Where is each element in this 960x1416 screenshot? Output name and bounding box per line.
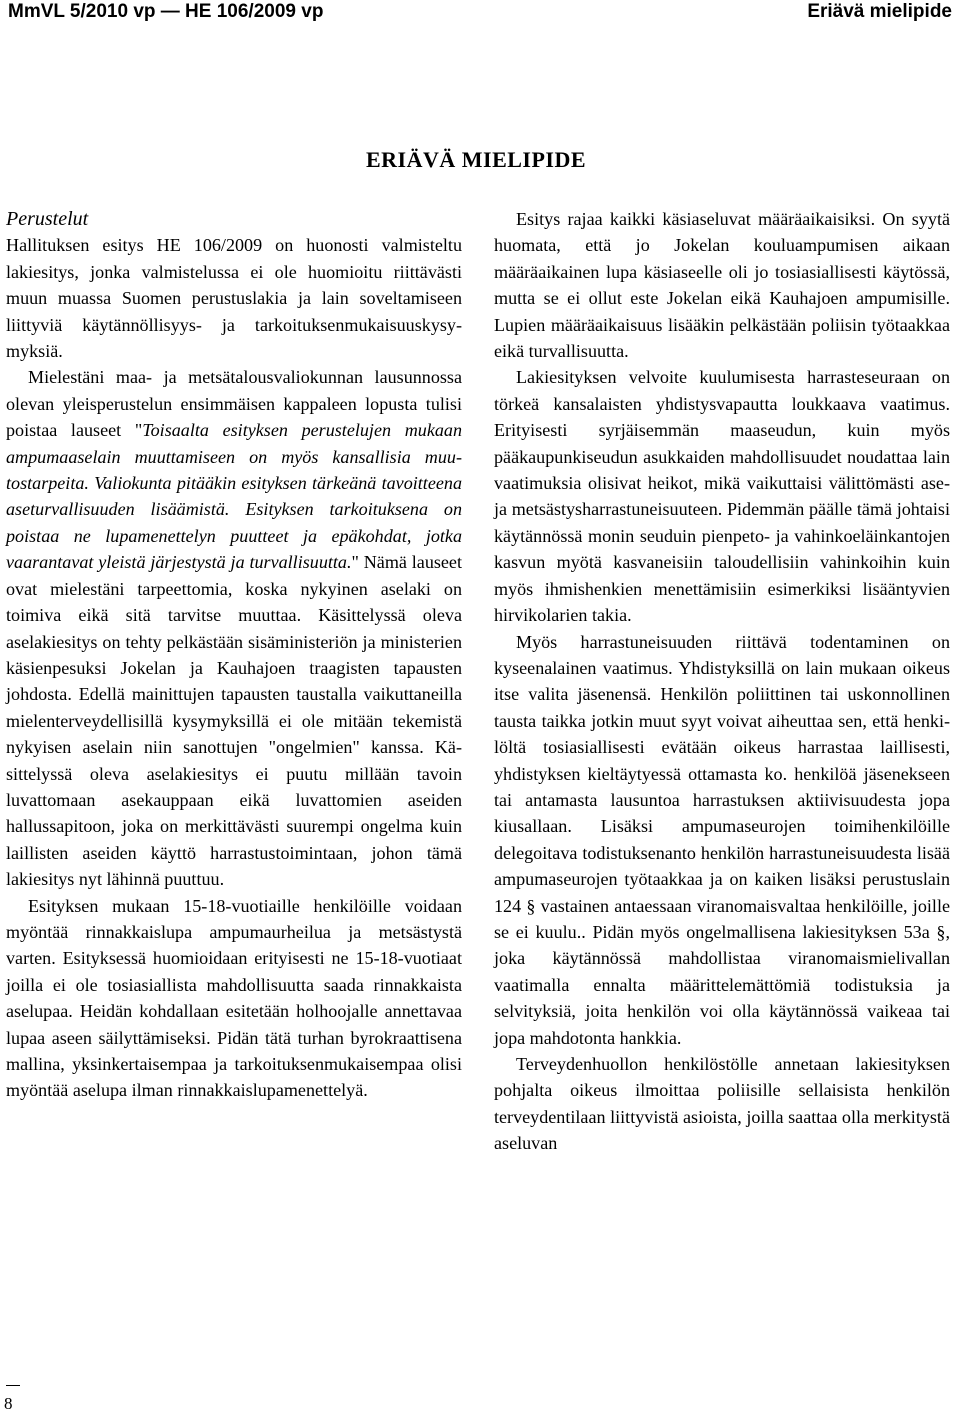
paragraph-text: Mielestäni maa- ja metsätalousvaliokunnan lausunnossa olevan yleisperustelun ensimmäisen kappaleen lopusta tulisi poistaa lauseet " bbox=[6, 367, 462, 441]
paragraph: Lakiesityksen velvoite kuulumisesta harrasteseuraan on törkeä kansalaisten yhdistysvapautta loukkaava vaatimus. Erityisesti syrjäisemmän maaseudun, kuin myös pääkaupunkiseudun asukkaiden mahdollisuudet noudattaa lain vaatimuksia olisivat heikot, mikä vaikuttaisi välittömästi ase- ja metsästysharrastuneisuuteen. Pidemmän päälle tämä johtaisi käytännössä monin seuduin pienpeto- ja vahinkoeläinkantojen kasvun myötä kasvaneisiin taloudellisiin vahinkoihin kuin myös ihmishenkien menettämisiin esimerkiksi lisääntyvien hirvikolarien takia. bbox=[494, 367, 950, 626]
paragraph: Esitys rajaa kaikki käsiaseluvat määräaikaisiksi. On syytä huomata, että jo Jokelan kouluampumisen aikaan määräaikainen lupa käsiaseelle oli jo tosiasiallisesti käytössä, mutta se ei ollut este Jokelan eikä Kauhajoen ampumisille. Lupien määräaikaisuus lisääkin pelkästään poliisin työtaakkaa eikä turvallisuutta. bbox=[494, 209, 950, 362]
paragraph bbox=[6, 364, 462, 892]
page-number: 8 bbox=[4, 1394, 13, 1413]
header-document-ref: MmVL 5/2010 vp — HE 106/2009 vp bbox=[8, 1, 324, 22]
paragraph-text: " Nämä lauseet ovat mielestäni tarpeettomia, koska nykyinen aselaki on toimiva eikä sitä tarvitse muuttaa. Käsittelyssä oleva aselakiesitys on tehty pelkästään sisäministeriön ja ministerien käsienpesuksi Jokelan ja Kauhajoen traagisten tapausten johdosta. Edellä mainittujen tapausten taustalla vaikuttaneilla mielenterveydellisillä kysymyksillä ei ole mitään tekemistä nykyisen aselain niin sanottujen "ongelmien" kanssa. Käsittelyssä oleva aselakiesitys ei puutu millään tavoin luvattomaan asekauppaan eikä luvattomien aseiden hallussapitoon, joka on merkittävästi suurempi ongelma kuin laillisten aseiden käyttö harrastustoimintaan, johon tämä lakiesitys nyt lähinnä puuttuu. bbox=[6, 552, 462, 890]
heading-perustelut: Perustelut bbox=[6, 208, 89, 230]
right-column bbox=[494, 206, 950, 1157]
paragraph: Hallituksen esitys HE 106/2009 on huonosti valmisteltu lakiesitys, jonka valmistelussa ei ole huomioitu riittävästi muun muassa Suomen perustuslakia ja lain soveltamiseen liittyviä käytännöllisyys- ja tarkoituksenmukaisuuskysymyksiä. bbox=[6, 235, 462, 362]
page-header bbox=[0, 0, 960, 40]
paragraph: Myös harrastuneisuuden riittävä todentaminen on kyseenalainen vaatimus. Yhdistyksillä on lain mukaan oikeus itse valita jäsenensä. Henkilön poliittinen tai uskonnollinen tausta taikka jotkin muut syyt voivat aiheuttaa sen, että henkilöltä tosiasiallisesti evätään oikeus harrastaa laillisesti, yhdistyksen kieltäytyessä ottamasta ko. henkilöä jäsenekseen tai antamasta lausuntoa harrastuksen aktiivisuudesta jopa kiusallaan. Lisäksi ampumaseurojen toimihenkilöille delegoitava todistuksenanto henkilön harrastuneisuudesta lisää ampumaseurojen työtaakkaa ja on kaiken lisäksi perustuslain 124 § vastainen antaessaan viranomaisvaltaa henkilöille, joille se ei kuulu.. Pidän myös ongelmallisena lakiesityksen 53a §, joka käytännössä mahdollistaa viranomaismielivallan vaatimalla ennalta määrittelemättömiä todistuksia ja selvityksiä, joita henkilön voi olla käytännössä vaikeaa tai jopa mahdotonta hankkia. bbox=[494, 631, 950, 1048]
left-column bbox=[6, 206, 462, 1104]
footer-rule bbox=[6, 1385, 20, 1386]
section-title: ERIÄVÄ MIELIPIDE bbox=[365, 147, 587, 172]
paragraph: Esityksen mukaan 15-18-vuotiaille henkilöille voidaan myöntää rinnakkaislupa ampumaurheilua ja metsästystä varten. Esityksessä huomioidaan erityisesti ne 15-18-vuotiaat joilla ei ole tosiasiallista mahdollisuutta saada rinnakkaista aselupaa. Heidän kohdallaan esitetään holhoojalle annettavaa lupaa aseen säilyttämiseksi. Pidän tätä turhan byrokraattisena mallina, yksinkertaisempaa ja tarkoituksenmukaisempaa olisi myöntää aselupa ilman rinnakkaislupamenettelyä. bbox=[6, 895, 462, 1101]
paragraph: Terveydenhuollon henkilöstölle annetaan lakiesityksen pohjalta oikeus ilmoittaa poliisille sellaisista henkilön terveydentilaan liittyvistä asioista, joilla saattaa olla merkitystä aseluvan bbox=[494, 1054, 950, 1154]
header-section-label: Eriävä mielipide bbox=[807, 1, 952, 22]
quoted-italic-text: Toisaalta esityksen perustelujen mukaan ampumaaselain muuttamiseen on myös kansallisia muutostarpeita. Valiokunta pitääkin esityksen tärkeänä tavoitteena aseturvallisuuden lisäämistä. Esityksen tarkoituksena on poistaa ne lupamenettelyn puutteet ja epäkohdat, jotka vaarantavat yleistä järjestystä ja turvallisuutta. bbox=[6, 420, 462, 573]
